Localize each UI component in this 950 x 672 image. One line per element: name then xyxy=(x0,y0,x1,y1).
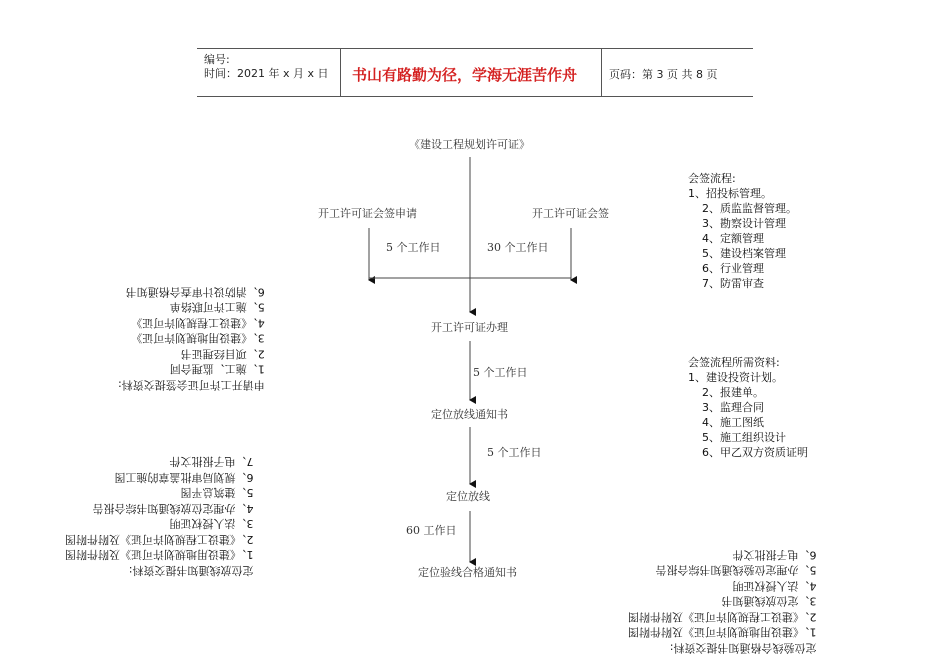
list-item: 2、报建单。 xyxy=(702,386,764,399)
list-item: 4、定额管理 xyxy=(702,232,764,245)
header-motto: 书山有路勤为径，学海无涯苦作舟 xyxy=(352,66,578,84)
cosign-materials-title: 会签流程所需资料: xyxy=(688,356,780,369)
header-page-indicator: 页码：第 3 页 共 8 页 xyxy=(609,68,718,81)
list-item: 1、《建设用地规划许可证》及附件附图 xyxy=(65,548,254,562)
header-date: 时间：2021 年 x 月 x 日 xyxy=(204,67,329,80)
list-item: 2、质监监督管理。 xyxy=(702,202,797,215)
list-item: 4、法人授权证明 xyxy=(732,579,817,593)
mirrored-check-title: 定位验线合格通知书提交资料: xyxy=(669,641,817,655)
cosign-process-title: 会签流程: xyxy=(688,172,736,185)
list-item: 3、《建设用地规划许可证》 xyxy=(131,332,265,345)
flow-step-permit-processing: 开工许可证办理 xyxy=(431,321,508,334)
list-item: 6、行业管理 xyxy=(702,262,764,275)
list-item: 6、甲乙双方资质证明 xyxy=(702,446,808,459)
cosign-process-list xyxy=(688,171,797,291)
list-item: 4、办理定位放线通知书综合报告 xyxy=(92,502,254,515)
list-item: 2、项目经理证书 xyxy=(180,347,265,361)
mirrored-setout-materials xyxy=(65,454,254,578)
flow-days-3: 60 工作日 xyxy=(406,524,457,537)
mirrored-setout-title: 定位放线通知书提交资料: xyxy=(128,564,254,577)
flow-left-branch: 开工许可证会签申请 xyxy=(318,207,417,220)
flow-days-1: 5 个工作日 xyxy=(473,366,528,379)
header-number-label: 编号: xyxy=(204,53,230,66)
list-item: 6、规划局审批盖章的施工图 xyxy=(114,471,254,484)
list-item: 1、施工、监理合同 xyxy=(169,363,265,376)
list-item: 1、建设投资计划。 xyxy=(688,371,783,384)
cosign-materials-list xyxy=(688,355,808,460)
list-item: 4、《建设工程规划许可证》 xyxy=(131,316,265,330)
flow-top-permit: 《建设工程规划许可证》 xyxy=(409,138,530,151)
flow-right-branch: 开工许可证会签 xyxy=(532,207,609,220)
list-item: 5、施工组织设计 xyxy=(702,431,786,444)
list-item: 2、《建设工程规划许可证》及附件附图 xyxy=(628,610,817,624)
list-item: 3、勘察设计管理 xyxy=(702,217,786,230)
list-item: 3、监理合同 xyxy=(702,401,764,414)
list-item: 1、招投标管理。 xyxy=(688,187,772,200)
list-item: 4、施工图纸 xyxy=(702,416,764,429)
flow-right-days: 30 个工作日 xyxy=(487,241,549,254)
list-item: 3、法人授权证明 xyxy=(169,517,254,531)
list-item: 6、消防设计审查合格通知书 xyxy=(125,285,265,299)
list-item: 5、建筑总平图 xyxy=(180,486,254,500)
list-item: 2、《建设工程规划许可证》及附件附图 xyxy=(65,533,254,546)
list-item: 3、定位放线通知书 xyxy=(721,595,817,608)
list-item: 5、办理定位验线通知书综合报告 xyxy=(655,564,817,577)
list-item: 5、建设档案管理 xyxy=(702,247,786,260)
mirrored-check-materials xyxy=(628,547,817,656)
list-item: 7、防雷审查 xyxy=(702,277,764,290)
flow-step-setout-notice: 定位放线通知书 xyxy=(431,408,508,421)
list-item: 1、《建设用地规划许可证》及附件附图 xyxy=(628,626,817,639)
flow-step-setout: 定位放线 xyxy=(446,490,490,503)
mirrored-permit-materials xyxy=(118,284,265,393)
flow-step-check-notice: 定位验线合格通知书 xyxy=(418,566,517,579)
mirrored-permit-title: 申请开工许可证会签提交资料: xyxy=(118,378,265,392)
flow-left-days: 5 个工作日 xyxy=(386,241,441,254)
list-item: 5、施工许可联络单 xyxy=(169,301,265,314)
flow-days-2: 5 个工作日 xyxy=(487,446,542,459)
list-item: 7、电子报批文件 xyxy=(169,455,254,469)
list-item: 6、电子报批文件 xyxy=(732,548,817,562)
